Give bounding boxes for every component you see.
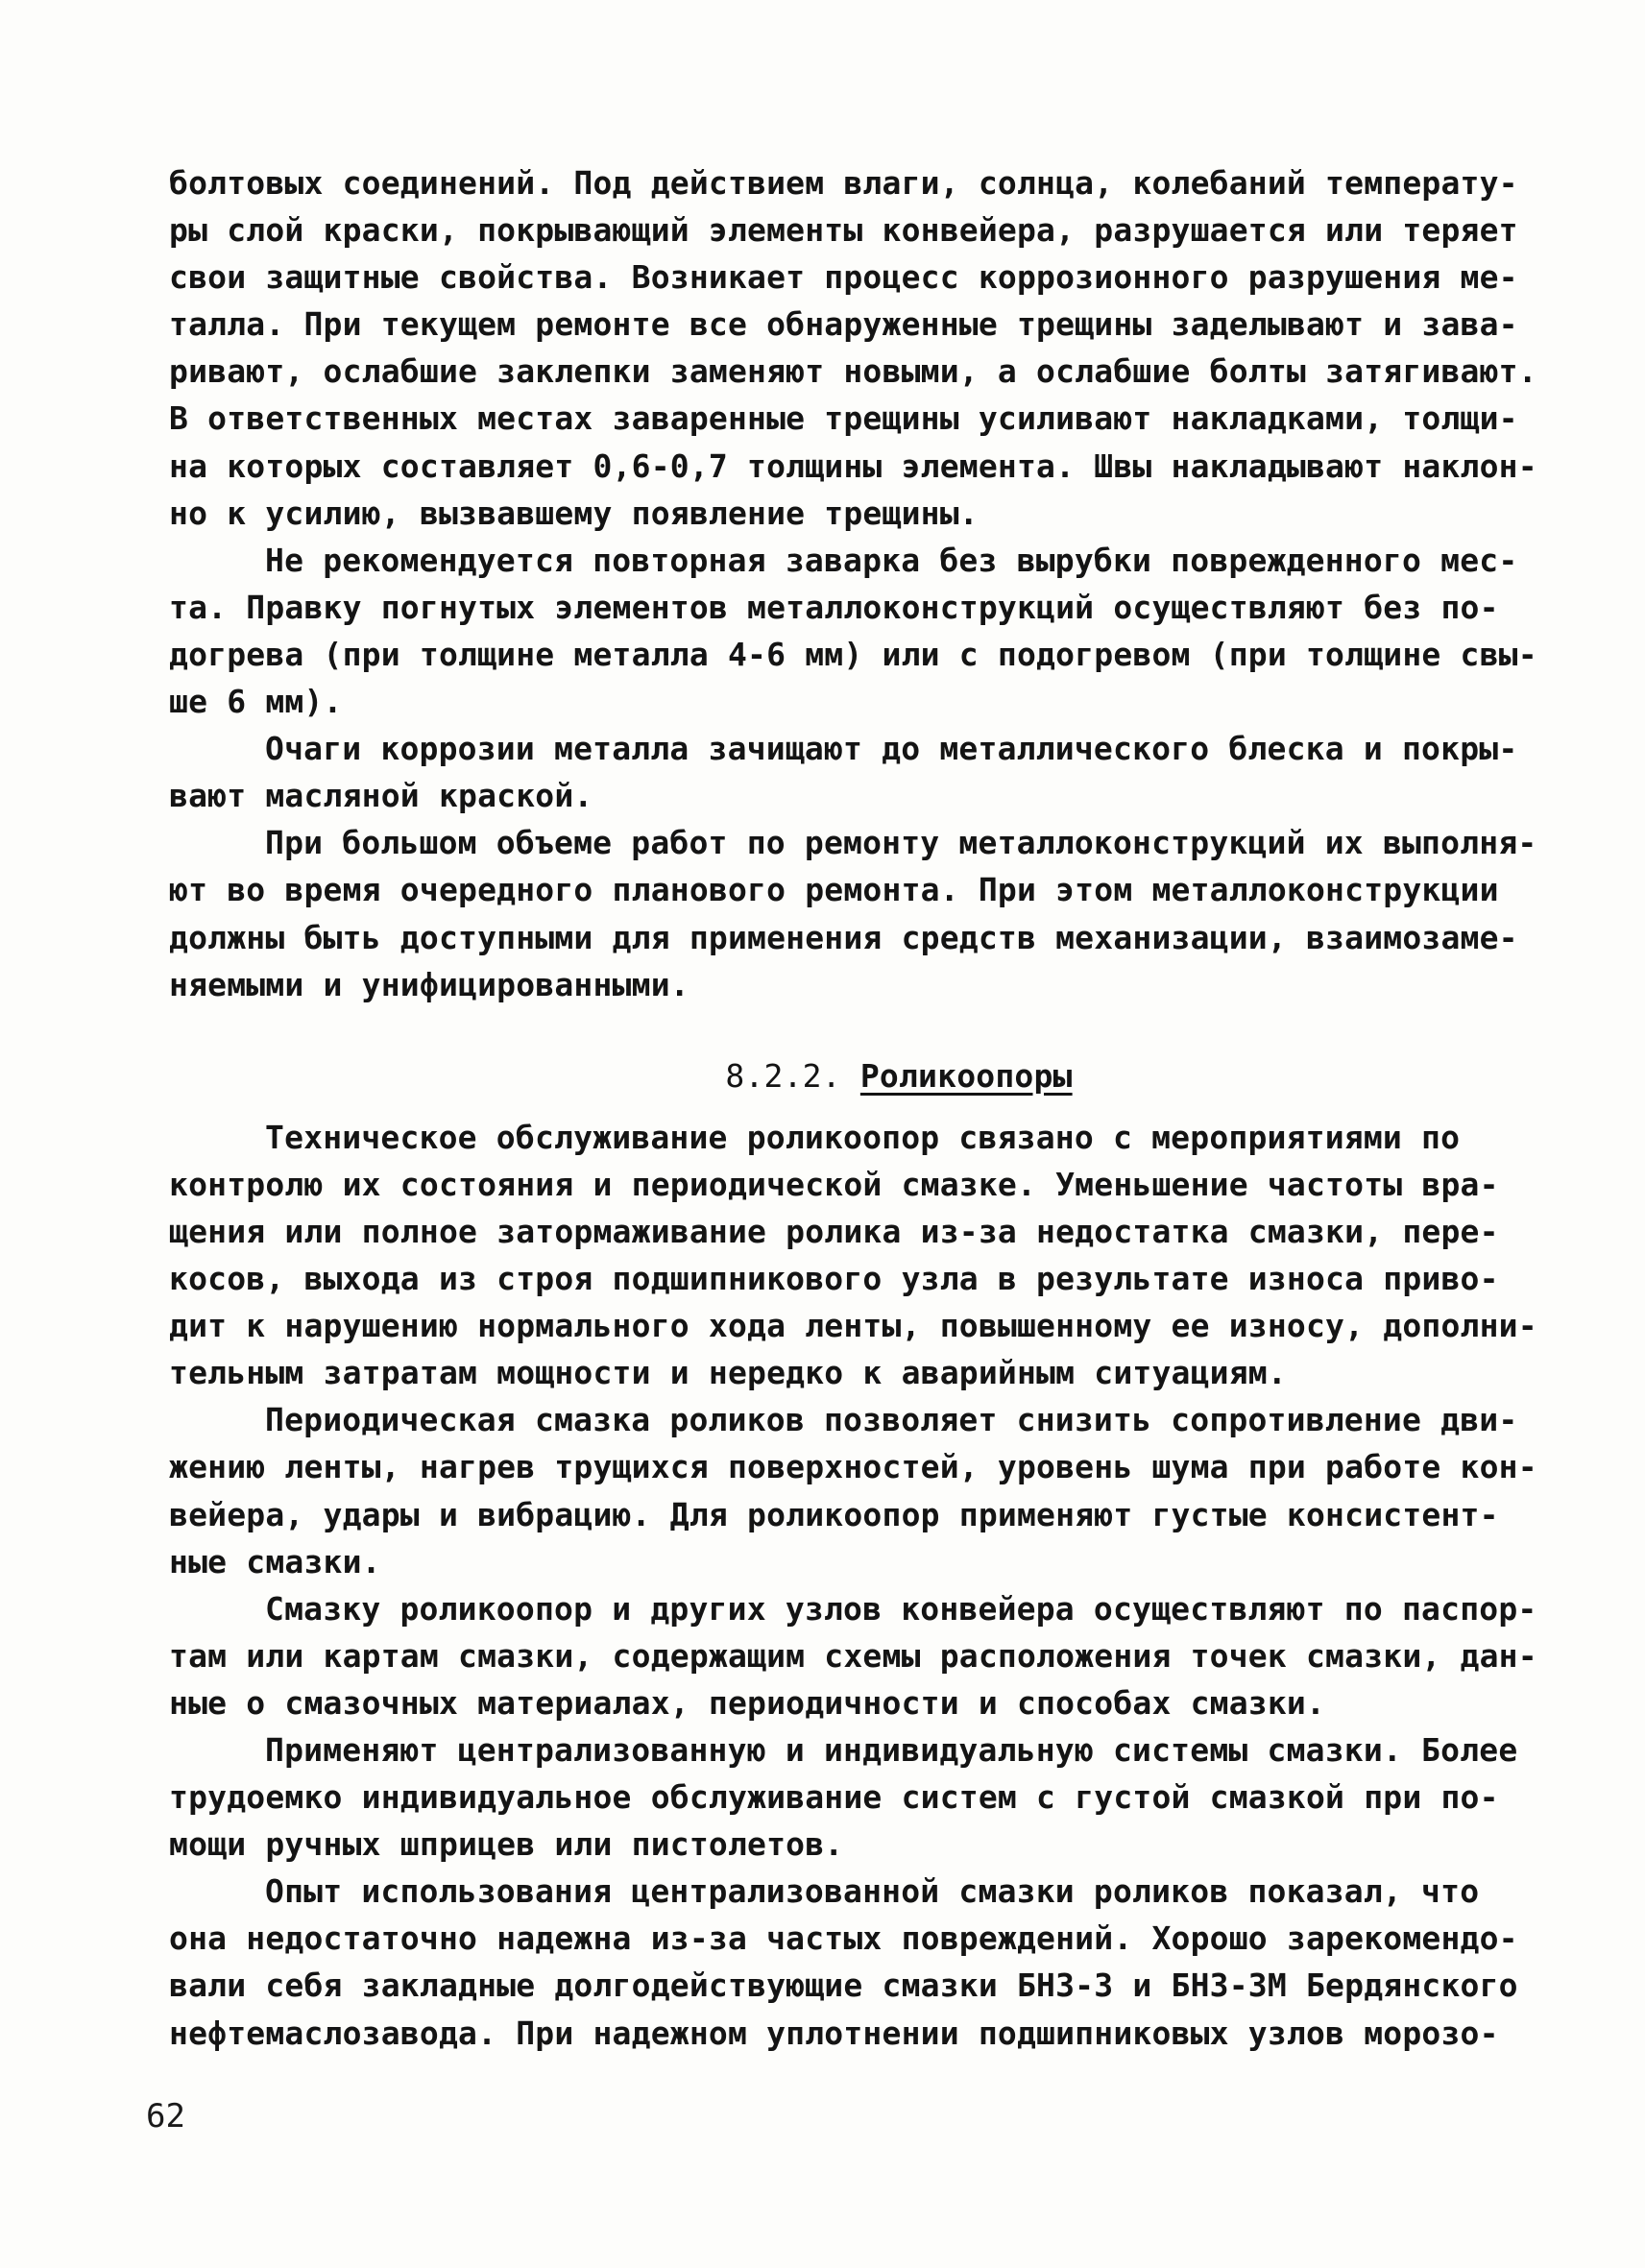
text-line: ные о смазочных материалах, периодичности и способах смазки. (169, 1683, 1326, 1722)
text-line: Техническое обслуживание роликоопор связано с мероприятиями по (265, 1118, 1461, 1156)
text-line: дит к нарушению нормального хода ленты, повышенному ее износу, дополни- (169, 1307, 1537, 1345)
paragraph-periodic-lubrication (169, 1396, 1537, 1584)
text-line: Применяют централизованную и индивидуальную системы смазки. Более (265, 1731, 1518, 1769)
text-line: там или картам смазки, содержащим схемы расположения точек смазки, дан- (169, 1636, 1537, 1675)
body-text (169, 159, 1537, 2057)
text-line: Опыт использования централизованной смазки роликов показал, что (265, 1872, 1480, 1911)
text-line: ры слой краски, покрывающий элементы конвейера, разрушается или теряет (169, 211, 1518, 250)
text-line: мощи ручных шприцев или пистолетов. (169, 1825, 844, 1864)
text-line: щения или полное затормаживание ролика из-за недостатка смазки, пере- (169, 1212, 1499, 1250)
text-line: тельным затратам мощности и нередко к аварийным ситуациям. (169, 1354, 1287, 1392)
section-title: Роликоопоры (859, 1056, 1073, 1095)
text-line: Не рекомендуется повторная заварка без вырубки поврежденного мес- (265, 541, 1518, 579)
text-line: контролю их состояния и периодической смазке. Уменьшение частоты вра- (169, 1165, 1499, 1203)
paragraph-corrosion (169, 725, 1518, 819)
text-line: нефтемаслозавода. При надежном уплотнении подшипниковых узлов морозо- (169, 2014, 1499, 2052)
text-line: вейера, удары и вибрацию. Для роликоопор применяют густые консистент- (169, 1495, 1499, 1533)
text-line: жению ленты, нагрев трущихся поверхностей, уровень шума при работе кон- (169, 1448, 1537, 1486)
text-line: вают масляной краской. (169, 777, 593, 815)
text-line: должны быть доступными для применения средств механизации, взаимозаме- (169, 918, 1518, 956)
paragraph-welding (169, 537, 1537, 725)
text-line: ные смазки. (169, 1542, 381, 1580)
text-line: ривают, ослабшие заклепки заменяют новыми, а ослабшие болты затягивают. (169, 352, 1537, 391)
text-line: ют во время очередного планового ремонта. При этом металлоконструкции (169, 871, 1499, 909)
text-line: на которых составляет 0,6-0,7 толщины элемента. Швы накладывают наклон- (169, 446, 1537, 485)
page-number: 62 (146, 2097, 185, 2135)
text-line: болтовых соединений. Под действием влаги, солнца, колебаний температу- (169, 164, 1518, 202)
paragraph-maintenance (169, 1114, 1537, 1397)
text-line: догрева (при толщине металла 4-6 мм) или с подогревом (при толщине свы- (169, 635, 1537, 673)
section-heading (169, 1052, 1494, 1099)
paragraph-metal-repair (169, 159, 1537, 537)
text-line: свои защитные свойства. Возникает процесс коррозионного разрушения ме- (169, 258, 1518, 297)
text-line: вали себя закладные долгодействующие смазки БНЗ-3 и БНЗ-3М Бердянского (169, 1966, 1518, 2005)
paragraph-experience (169, 1868, 1518, 2056)
text-line: талла. При текущем ремонте все обнаруженные трещины заделывают и зава- (169, 305, 1518, 344)
paragraph-planned-repair (169, 819, 1537, 1007)
text-line: Периодическая смазка роликов позволяет снизить сопротивление дви- (265, 1401, 1518, 1439)
section-number: 8.2.2. (725, 1056, 841, 1095)
text-line: косов, выхода из строя подшипникового узла в результате износа приво- (169, 1260, 1499, 1298)
text-line: При большом объеме работ по ремонту металлоконструкций их выполня- (265, 824, 1537, 862)
text-line: она недостаточно надежна из-за частых повреждений. Хорошо зарекомендо- (169, 1919, 1518, 1958)
text-line: трудоемко индивидуальное обслуживание систем с густой смазкой при по- (169, 1778, 1499, 1817)
text-line: та. Правку погнутых элементов металлоконструкций осуществляют без по- (169, 588, 1499, 626)
text-line: ше 6 мм). (169, 683, 343, 721)
paragraph-lubrication-systems (169, 1726, 1518, 1868)
text-line: В ответственных местах заваренные трещины усиливают накладками, толщи- (169, 399, 1518, 438)
text-line: Очаги коррозии металла зачищают до металлического блеска и покры- (265, 730, 1518, 768)
text-line: няемыми и унифицированными. (169, 965, 689, 1003)
text-line: но к усилию, вызвавшему появление трещины. (169, 494, 979, 532)
paragraph-lubrication-charts (169, 1585, 1537, 1726)
text-line: Смазку роликоопор и других узлов конвейера осуществляют по паспор- (265, 1589, 1537, 1628)
